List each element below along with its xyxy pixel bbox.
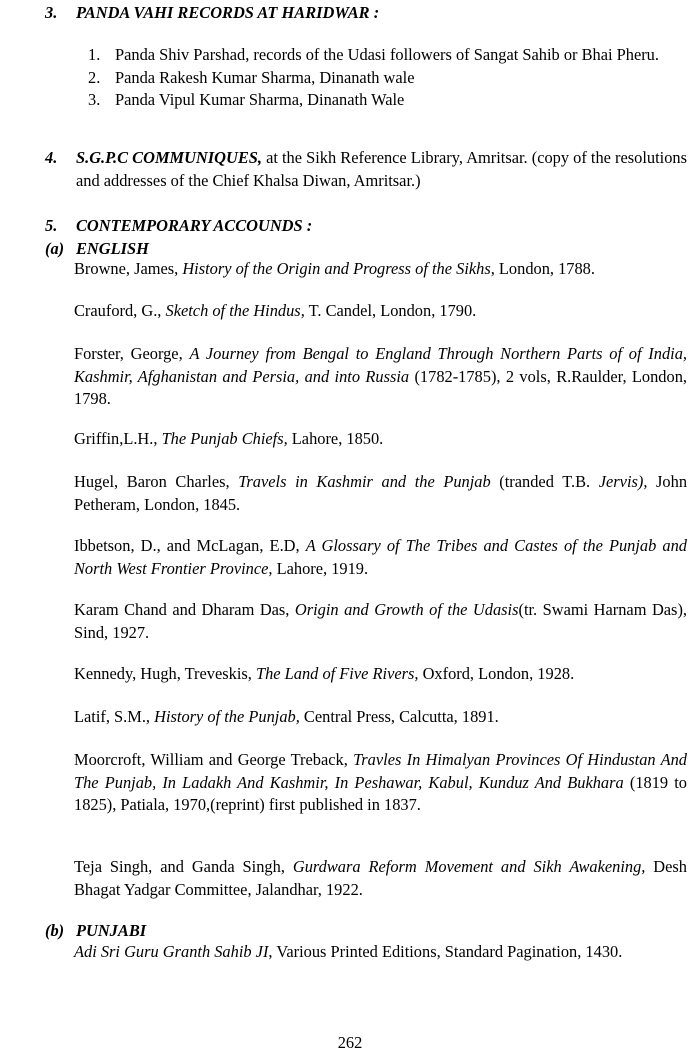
reference-author: Teja Singh, and Ganda Singh, <box>74 857 293 876</box>
reference-imprint: Lahore, 1919. <box>272 558 369 578</box>
reference-title: Travels in Kashmir and the Punjab <box>238 472 491 491</box>
reference-title: A Journey from Bengal to England Through Northern Parts of of India, Kashmir, Afghanistan and Persia, and into Russia <box>74 344 688 386</box>
reference-griffin <box>74 428 687 451</box>
reference-title: Adi Sri Guru Granth Sahib JI <box>74 942 269 961</box>
section-contemporary-heading: CONTEMPORARY ACCOUNDS : <box>76 216 313 235</box>
section-panda-vahi <box>45 2 685 25</box>
reference-title: A Glossary of The Tribes and Castes of the Punjab and North West Frontier Province, <box>74 536 687 578</box>
reference-imprint: Desh Bhagat Yadgar Committee, Jalandhar, 1922. <box>74 857 687 899</box>
reference-imprint: (1782-1785), 2 vols, R.Raulder, London, 1798. <box>74 366 687 409</box>
reference-author: Karam Chand and Dharam Das, <box>74 600 295 619</box>
reference-translator-note: (tranded T.B. <box>490 472 599 491</box>
reference-moorcroft <box>74 749 687 817</box>
section-panda-vahi-number: 3. <box>45 3 58 22</box>
reference-imprint: , Various Printed Editions, Standard Pagination, 1430. <box>268 942 623 961</box>
reference-title: Origin and Growth of the Udasis <box>294 600 519 619</box>
section-sgpc-number: 4. <box>45 148 58 167</box>
reference-adi-granth <box>74 941 687 964</box>
reference-title: The Punjab Chiefs, <box>161 429 288 448</box>
reference-title: Sketch of the Hindus, <box>165 301 305 320</box>
reference-author: Kennedy, Hugh, Treveskis, <box>74 664 256 683</box>
reference-imprint: T. Candel, London, 1790. <box>304 301 477 320</box>
list-item-marker: 2. <box>88 67 101 87</box>
list-item <box>88 44 688 67</box>
section-panda-vahi-heading: PANDA VAHI RECORDS AT HARIDWAR : <box>76 3 380 22</box>
reference-crauford <box>74 300 687 323</box>
subsection-punjabi-label: PUNJABI <box>76 921 147 940</box>
reference-imprint: (tr. Swami Harnam Das), Sind, 1927. <box>74 600 687 642</box>
panda-vahi-list <box>88 44 688 112</box>
reference-teja-singh <box>74 856 687 901</box>
reference-title: The Land of Five Rivers, <box>255 664 419 683</box>
reference-author: Crauford, G., <box>74 301 166 320</box>
reference-translator-name: Jervis), <box>598 472 648 491</box>
reference-author: Forster, George, <box>74 344 190 363</box>
list-item-marker: 1. <box>88 45 101 64</box>
reference-author: Moorcroft, William and George Treback, <box>74 750 354 769</box>
section-sgpc-body <box>76 147 687 192</box>
reference-title: Travles In Himalyan Provinces Of Hindustan And The Punjab, In Ladakh And Kashmir, In Peshawar, Kabul, Kunduz And Bukhara <box>74 750 687 792</box>
reference-author: Latif, S.M., <box>74 707 155 726</box>
list-item <box>88 89 688 112</box>
subsection-punjabi-marker: (b) <box>45 921 65 940</box>
reference-ibbetson <box>74 535 687 580</box>
reference-title: History of the Origin and Progress of the Sikhs <box>182 259 491 278</box>
section-contemporary-accounds <box>45 215 685 238</box>
reference-imprint: Central Press, Calcutta, 1891. <box>299 707 499 726</box>
subsection-english-marker: (a) <box>45 239 65 258</box>
list-item-label: Panda Shiv Parshad, records of the Udasi followers of Sangat Sahib or Bhai Pheru. <box>115 45 659 64</box>
reference-title: Gurdwara Reform Movement and Sikh Awakening, <box>292 857 646 876</box>
reference-browne <box>74 258 687 281</box>
reference-kennedy <box>74 663 687 686</box>
reference-author: Browne, James, <box>74 259 183 278</box>
reference-imprint: John Petheram, London, 1845. <box>74 472 688 514</box>
page-folio: 262 <box>337 1033 363 1052</box>
list-item-marker: 3. <box>88 90 101 110</box>
list-item-label: Panda Vipul Kumar Sharma, Dinanath Wale <box>115 90 405 110</box>
reference-author: Hugel, Baron Charles, <box>74 472 239 491</box>
reference-author: Griffin,L.H., <box>74 429 162 448</box>
reference-hugel <box>74 471 687 516</box>
section-sgpc-rest: at the Sikh Reference Library, Amritsar. (copy of the resolutions and addresses of the Chief Khalsa Diwan, Amritsar.) <box>76 148 687 190</box>
subsection-punjabi <box>45 920 146 943</box>
reference-imprint: , London, 1788. <box>490 259 595 278</box>
reference-imprint: (1819 to 1825), Patiala, 1970,(reprint) first published in 1837. <box>74 772 687 815</box>
section-sgpc-communiques <box>45 147 687 192</box>
reference-latif <box>74 706 687 729</box>
reference-imprint: Lahore, 1850. <box>287 429 384 448</box>
reference-karam-chand <box>74 599 687 644</box>
reference-author: Ibbetson, D., and McLagan, E.D, <box>74 536 306 555</box>
list-item-label: Panda Rakesh Kumar Sharma, Dinanath wale <box>115 67 415 87</box>
section-sgpc-title: S.G.P.C COMMUNIQUES, <box>76 148 262 167</box>
reference-imprint: Oxford, London, 1928. <box>418 664 575 683</box>
reference-forster <box>74 343 687 411</box>
section-contemporary-number: 5. <box>45 216 58 235</box>
list-item <box>88 67 688 90</box>
reference-title: History of the Punjab, <box>154 707 300 726</box>
subsection-english-label: ENGLISH <box>76 239 149 258</box>
